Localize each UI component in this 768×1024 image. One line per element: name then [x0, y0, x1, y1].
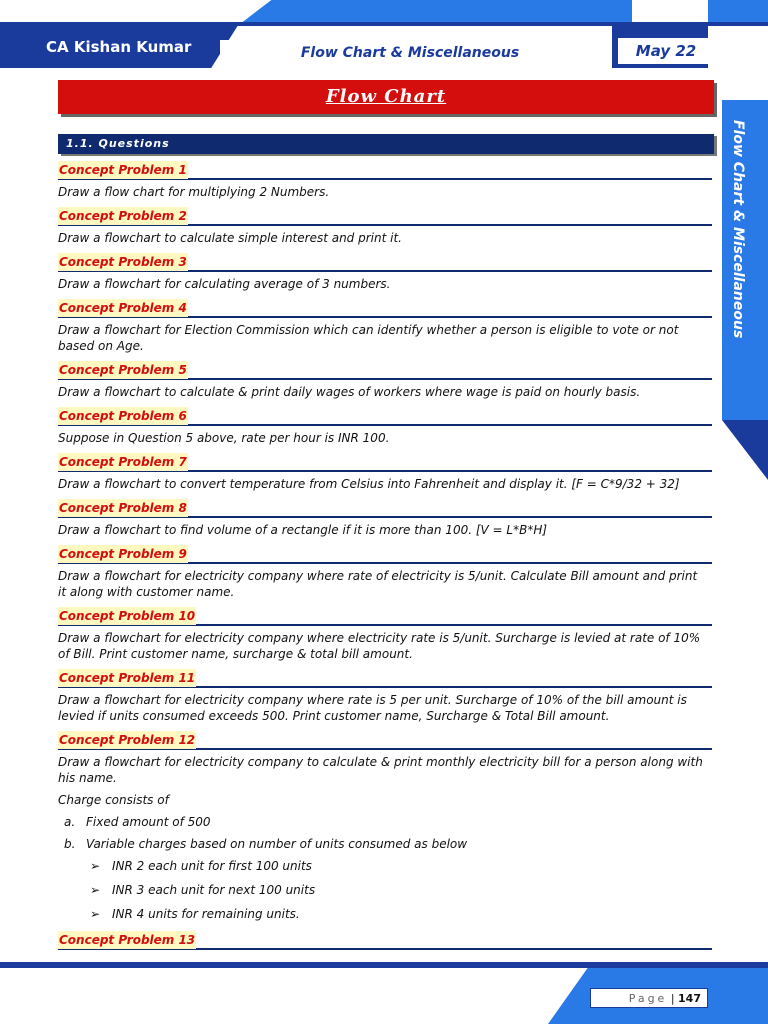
problem-text: Draw a flowchart for electricity company where rate of electricity is 5/unit. Calculate Bill amount and print it along with customer name. [58, 569, 698, 599]
problem-text: Draw a flowchart for electricity company where electricity rate is 5/unit. Surcharge is levied at rate of 10% of Bill. Print customer name, surcharge & total bill amount. [58, 631, 701, 661]
problem-text: Draw a flow chart for multiplying 2 Numbers. [58, 185, 330, 199]
list-item [64, 836, 712, 852]
bullet-text: INR 2 each unit for first 100 units [112, 859, 312, 873]
problem-text: Suppose in Question 5 above, rate per hour is INR 100. [58, 431, 390, 445]
charge-intro: Charge consists of [58, 793, 169, 807]
arrow-bullet-icon: ➢ [90, 907, 101, 921]
problem-6 [58, 406, 712, 446]
problem-7 [58, 452, 712, 492]
list-marker: b. [64, 837, 76, 851]
page-label: Page [628, 992, 668, 1005]
problem-10 [58, 606, 712, 662]
problem-5 [58, 360, 712, 400]
bullet-item [90, 858, 712, 874]
problem-heading: Concept Problem 10 [59, 609, 196, 623]
problem-8 [58, 498, 712, 538]
problem-heading: Concept Problem 11 [59, 671, 196, 685]
list-item-text: Fixed amount of 500 [86, 815, 211, 829]
section-title: 1.1. Questions [66, 137, 170, 150]
problem-text: Draw a flowchart to calculate & print daily wages of workers where wage is paid on hourly basis. [58, 385, 641, 399]
arrow-bullet-icon: ➢ [90, 859, 101, 873]
problem-heading: Concept Problem 9 [59, 547, 187, 561]
problem-text: Draw a flowchart for Election Commission which can identify whether a person is eligible to vote or not based on Age. [58, 323, 679, 353]
problem-3 [58, 252, 712, 292]
list-marker: a. [64, 815, 76, 829]
footer-line [0, 962, 768, 968]
problem-4 [58, 298, 712, 354]
section-title-bar [58, 134, 714, 154]
problem-heading: Concept Problem 5 [59, 363, 187, 377]
list-item-text: Variable charges based on number of units consumed as below [86, 837, 468, 851]
bullet-item [90, 882, 712, 898]
problem-text: Draw a flowchart for electricity company where rate is 5 per unit. Surcharge of 10% of the bill amount is levied if units consumed exceeds 500. Print customer name, Surcharge & Total Bill amount. [58, 693, 687, 723]
side-tab-label: Flow Chart & Miscellaneous [730, 120, 746, 339]
page-number: 147 [678, 992, 701, 1005]
list-item [64, 814, 712, 830]
problem-heading: Concept Problem 13 [59, 933, 196, 947]
problem-heading: Concept Problem 12 [59, 733, 196, 747]
problem-12 [58, 730, 712, 922]
problem-11 [58, 668, 712, 724]
arrow-bullet-icon: ➢ [90, 883, 101, 897]
header-date: May 22 [618, 38, 714, 64]
chapter-title: Flow Chart [325, 86, 447, 107]
problem-text: Draw a flowchart to find volume of a rectangle if it is more than 100. [V = L*B*H] [58, 523, 548, 537]
header-title: Flow Chart & Miscellaneous [220, 40, 600, 66]
problem-heading: Concept Problem 8 [59, 501, 187, 515]
problem-9 [58, 544, 712, 600]
problem-text: Draw a flowchart for calculating average of 3 numbers. [58, 277, 391, 291]
page-number-box [590, 988, 708, 1008]
problem-1 [58, 160, 712, 200]
problem-2 [58, 206, 712, 246]
author-brand: CA Kishan Kumar [46, 38, 192, 56]
problem-heading: Concept Problem 4 [59, 301, 187, 315]
problem-heading: Concept Problem 7 [59, 455, 187, 469]
bullet-item [90, 906, 712, 922]
problem-heading: Concept Problem 3 [59, 255, 187, 269]
problem-text: Draw a flowchart to convert temperature from Celsius into Fahrenheit and display it. [F = C*9/32 + 32] [58, 477, 680, 491]
problem-heading: Concept Problem 6 [59, 409, 187, 423]
side-tab-tail [722, 420, 768, 480]
bullet-text: INR 4 units for remaining units. [112, 907, 300, 921]
page-separator: | [670, 992, 679, 1005]
header-accent-right [708, 0, 768, 24]
chapter-title-bar [58, 80, 714, 114]
bullet-text: INR 3 each unit for next 100 units [112, 883, 316, 897]
questions-list [58, 160, 712, 954]
problem-heading: Concept Problem 2 [59, 209, 187, 223]
problem-13 [58, 930, 712, 950]
header-accent [240, 0, 632, 24]
problem-text: Draw a flowchart to calculate simple interest and print it. [58, 231, 402, 245]
problem-heading: Concept Problem 1 [59, 163, 187, 177]
problem-text: Draw a flowchart for electricity company to calculate & print monthly electricity bill for a person along with his name. [58, 755, 703, 785]
